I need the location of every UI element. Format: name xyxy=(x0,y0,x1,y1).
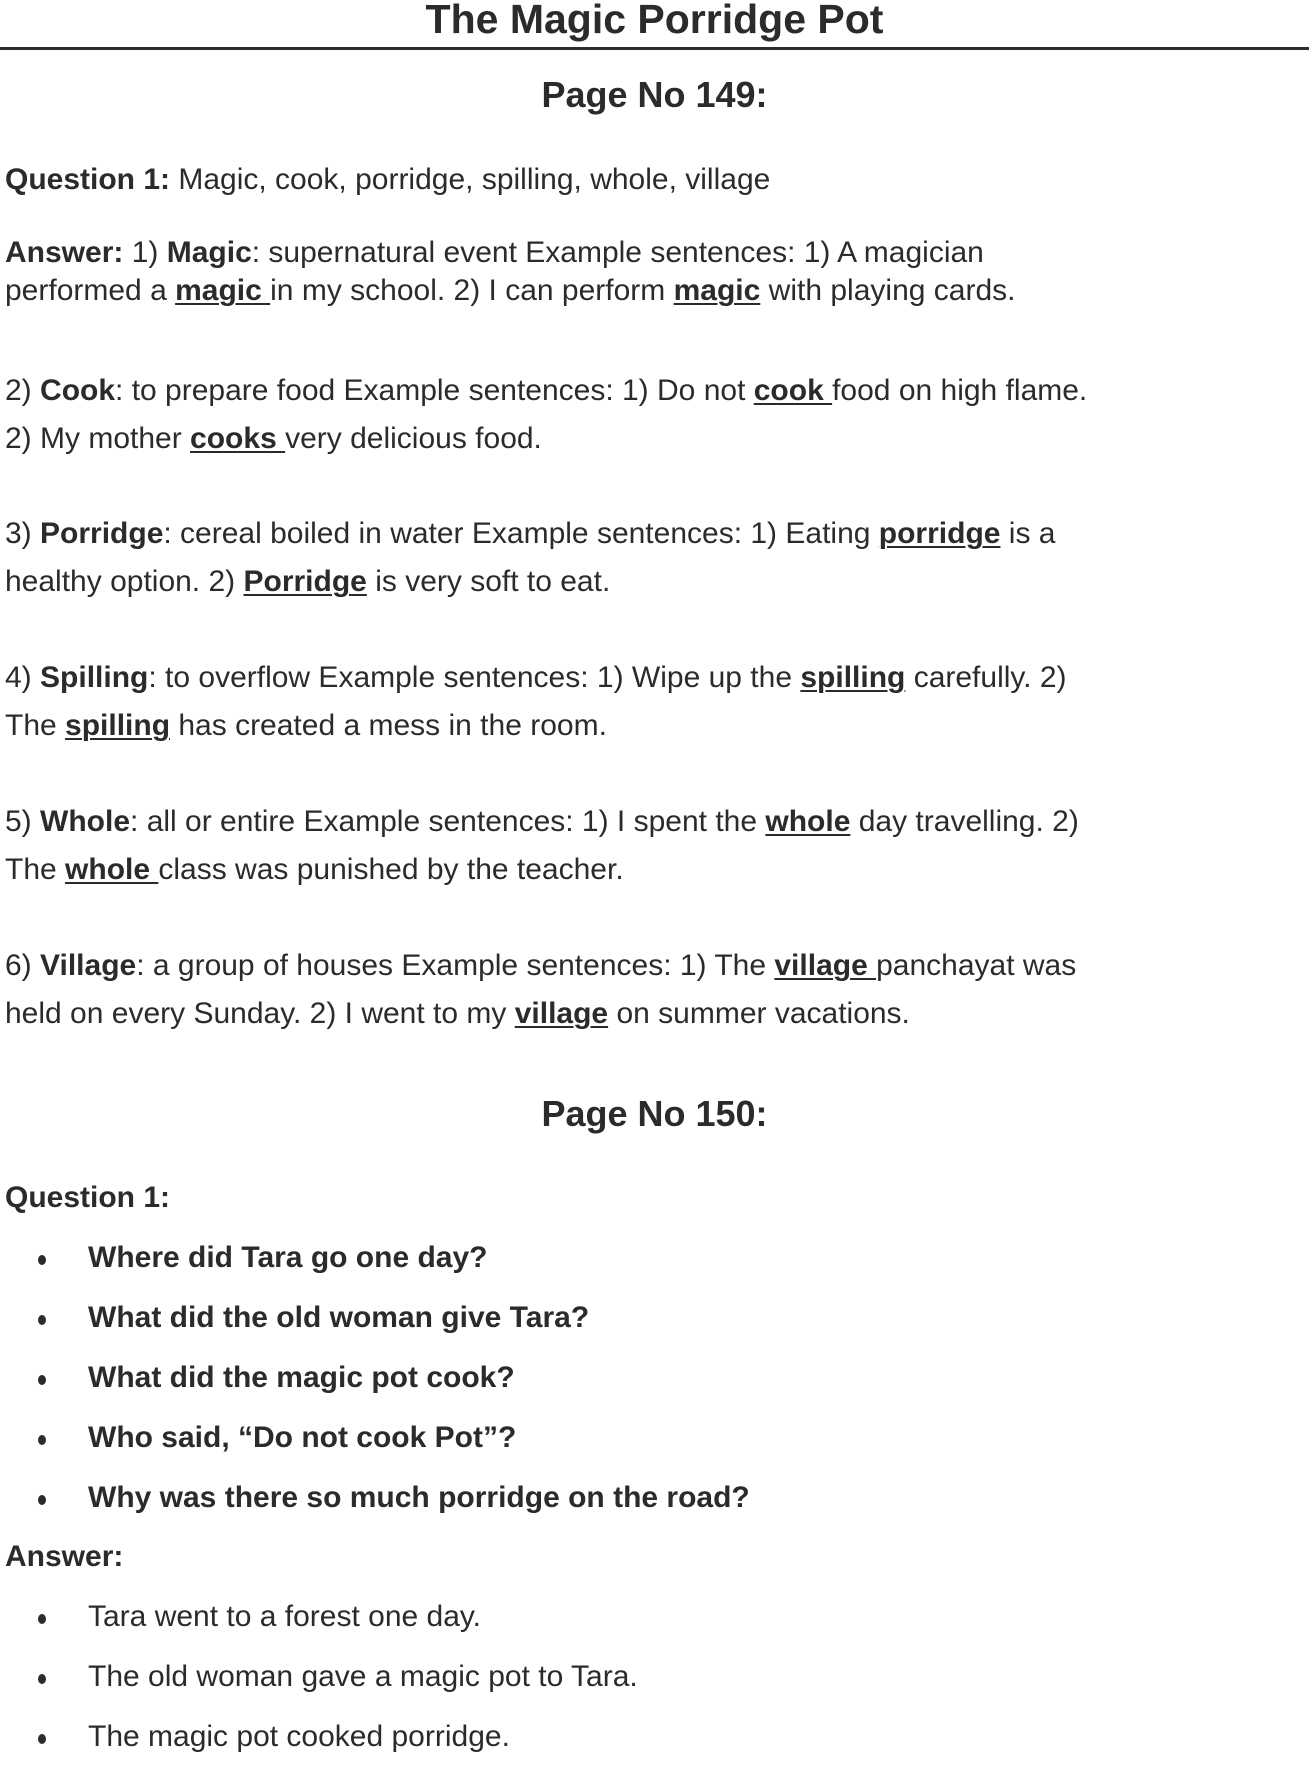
answer-magic: Answer: 1) Magic: supernatural event Example sentences: 1) A magician performed a magic in my school. 2) I can perform magic with playing cards. xyxy=(5,236,1016,307)
question-item: Why was there so much porridge on the road? xyxy=(0,1478,1309,1538)
page-149-heading: Page No 149: xyxy=(541,74,768,115)
document-title: The Magic Porridge Pot xyxy=(425,0,884,42)
bullet-icon xyxy=(38,1255,46,1265)
word-spilling: Spilling xyxy=(40,661,149,694)
word-cook: Cook xyxy=(40,374,116,407)
keyword-cooks: cooks xyxy=(190,422,286,455)
bullet-icon xyxy=(38,1375,46,1385)
answer-label-150: Answer: xyxy=(5,1540,124,1573)
keyword-spilling: spilling xyxy=(65,709,171,742)
answer-village: 6) Village: a group of houses Example sentences: 1) The village panchayat was held on every Sunday. 2) I went to my village on summer vacations. xyxy=(5,949,1077,1030)
answer-item: Tara went to a forest one day. xyxy=(0,1597,1309,1657)
page-150-heading: Page No 150: xyxy=(541,1093,768,1134)
bullet-icon xyxy=(38,1674,46,1684)
bullet-icon xyxy=(38,1614,46,1624)
keyword-magic: magic xyxy=(673,274,761,307)
answer-item: The magic pot cooked porridge. xyxy=(0,1717,1309,1777)
title-divider xyxy=(0,47,1309,50)
keyword-porridge: Porridge xyxy=(243,565,367,598)
keyword-spilling: spilling xyxy=(800,661,906,694)
question-item: What did the old woman give Tara? xyxy=(0,1298,1309,1358)
answer-porridge: 3) Porridge: cereal boiled in water Example sentences: 1) Eating porridge is a healthy option. 2) Porridge is very soft to eat. xyxy=(5,517,1056,598)
question-1-label: Question 1: xyxy=(5,1181,171,1214)
question-item: Who said, “Do not cook Pot”? xyxy=(0,1418,1309,1478)
word-porridge: Porridge xyxy=(40,517,164,550)
word-village: Village xyxy=(40,949,137,982)
bullet-icon xyxy=(38,1435,46,1445)
question-1-words xyxy=(5,158,1305,201)
answer-item: The old woman gave a magic pot to Tara. xyxy=(0,1657,1309,1717)
word-magic: Magic xyxy=(166,236,252,269)
answer-label: Answer: xyxy=(5,236,124,269)
bullet-icon xyxy=(38,1315,46,1325)
answer-whole: 5) Whole: all or entire Example sentences: 1) I spent the whole day travelling. 2) The whole class was punished by the teacher. xyxy=(5,805,1079,886)
question-label: Question 1: xyxy=(5,163,171,196)
answer-spilling: 4) Spilling: to overflow Example sentences: 1) Wipe up the spilling carefully. 2) The spilling has created a mess in the room. xyxy=(5,661,1067,742)
keyword-porridge: porridge xyxy=(878,517,1001,550)
question-item: What did the magic pot cook? xyxy=(0,1358,1309,1418)
keyword-whole: whole xyxy=(765,805,851,838)
keyword-magic: magic xyxy=(175,274,271,307)
question-text: Magic, cook, porridge, spilling, whole, village xyxy=(170,163,771,196)
keyword-village: village xyxy=(774,949,877,982)
answer-cook: 2) Cook: to prepare food Example sentences: 1) Do not cook food on high flame. 2) My mother cooks very delicious food. xyxy=(5,374,1088,455)
questions-list xyxy=(0,1238,1309,1538)
keyword-village: village xyxy=(514,997,609,1030)
bullet-icon xyxy=(38,1495,46,1505)
word-whole: Whole xyxy=(40,805,131,838)
bullet-icon xyxy=(38,1734,46,1744)
keyword-cook: cook xyxy=(753,374,833,407)
answers-list xyxy=(0,1597,1309,1777)
keyword-whole: whole xyxy=(65,853,159,886)
question-item: Where did Tara go one day? xyxy=(0,1238,1309,1298)
